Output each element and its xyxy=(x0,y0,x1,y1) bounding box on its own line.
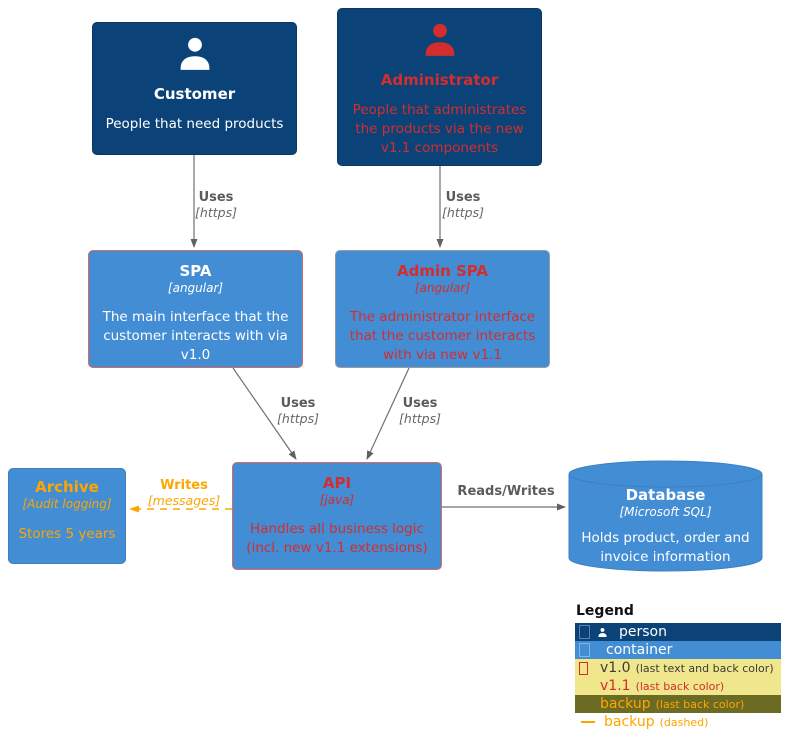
legend-label: backup xyxy=(600,696,651,712)
node-description: Stores 5 years xyxy=(18,526,116,542)
edge-label-admin-spa-api: Uses [https] xyxy=(399,396,441,426)
node-description: Handles all business logic (incl. new v1.1 extensions) xyxy=(246,521,428,556)
node-api xyxy=(232,462,442,570)
box-icon xyxy=(579,625,590,639)
node-description: The main interface that the customer interacts with via v1.0 xyxy=(102,309,289,363)
node-description: Holds product, order and invoice information xyxy=(581,530,750,565)
legend-label: backup xyxy=(604,714,655,730)
node-technology: [Microsoft SQL] xyxy=(619,505,712,519)
legend-note: (dashed) xyxy=(659,715,709,729)
legend xyxy=(575,623,781,731)
node-technology: [java] xyxy=(319,493,355,507)
node-title: Customer xyxy=(153,85,236,103)
legend-label: v1.1 xyxy=(600,678,631,694)
legend-note: (last back color) xyxy=(635,679,725,693)
legend-note: (last back color) xyxy=(655,697,745,711)
node-title: Admin SPA xyxy=(396,262,489,280)
node-title: API xyxy=(322,474,352,492)
edge-label-spa-api: Uses [https] xyxy=(277,396,319,426)
legend-row-person xyxy=(575,623,781,641)
node-description: The administrator interface that the customer interacts with via new v1.1 xyxy=(349,309,536,363)
node-title: Archive xyxy=(35,478,99,496)
node-description: People that need products xyxy=(105,116,284,132)
node-technology: [angular] xyxy=(167,281,224,295)
person-icon xyxy=(596,626,609,639)
legend-note: (last text and back color) xyxy=(635,661,774,675)
legend-row-v1-1 xyxy=(575,677,781,695)
node-database xyxy=(568,460,763,572)
node-title: Administrator xyxy=(380,71,499,89)
node-description: People that administrates the products via the new v1.1 components xyxy=(352,102,527,156)
node-title: Database xyxy=(625,486,706,504)
node-customer xyxy=(92,22,297,155)
red-rect-icon xyxy=(579,662,588,675)
person-icon xyxy=(172,31,218,77)
legend-row-backup-dashed xyxy=(575,713,781,731)
node-title: SPA xyxy=(179,262,212,280)
edge-label-customer-spa: Uses [https] xyxy=(195,190,237,220)
edge-label-administrator-admin-spa: Uses [https] xyxy=(442,190,484,220)
person-icon xyxy=(417,17,463,63)
node-archive xyxy=(8,468,126,564)
node-technology: [angular] xyxy=(414,281,471,295)
legend-label: v1.0 xyxy=(600,660,631,676)
legend-title: Legend xyxy=(576,603,634,619)
dash-icon xyxy=(581,721,595,723)
edge-label-api-database: Reads/Writes xyxy=(457,484,555,499)
legend-row-v1-0 xyxy=(575,659,781,677)
edge-label-api-archive: Writes [messages] xyxy=(147,478,221,508)
legend-row-container xyxy=(575,641,781,659)
legend-row-backup-bg xyxy=(575,695,781,713)
legend-label: container xyxy=(606,642,673,658)
legend-label: person xyxy=(619,624,667,640)
node-spa xyxy=(88,250,303,368)
node-admin-spa xyxy=(335,250,550,368)
box-icon xyxy=(579,643,590,657)
node-technology: [Audit logging] xyxy=(22,497,112,511)
node-administrator xyxy=(337,8,542,166)
